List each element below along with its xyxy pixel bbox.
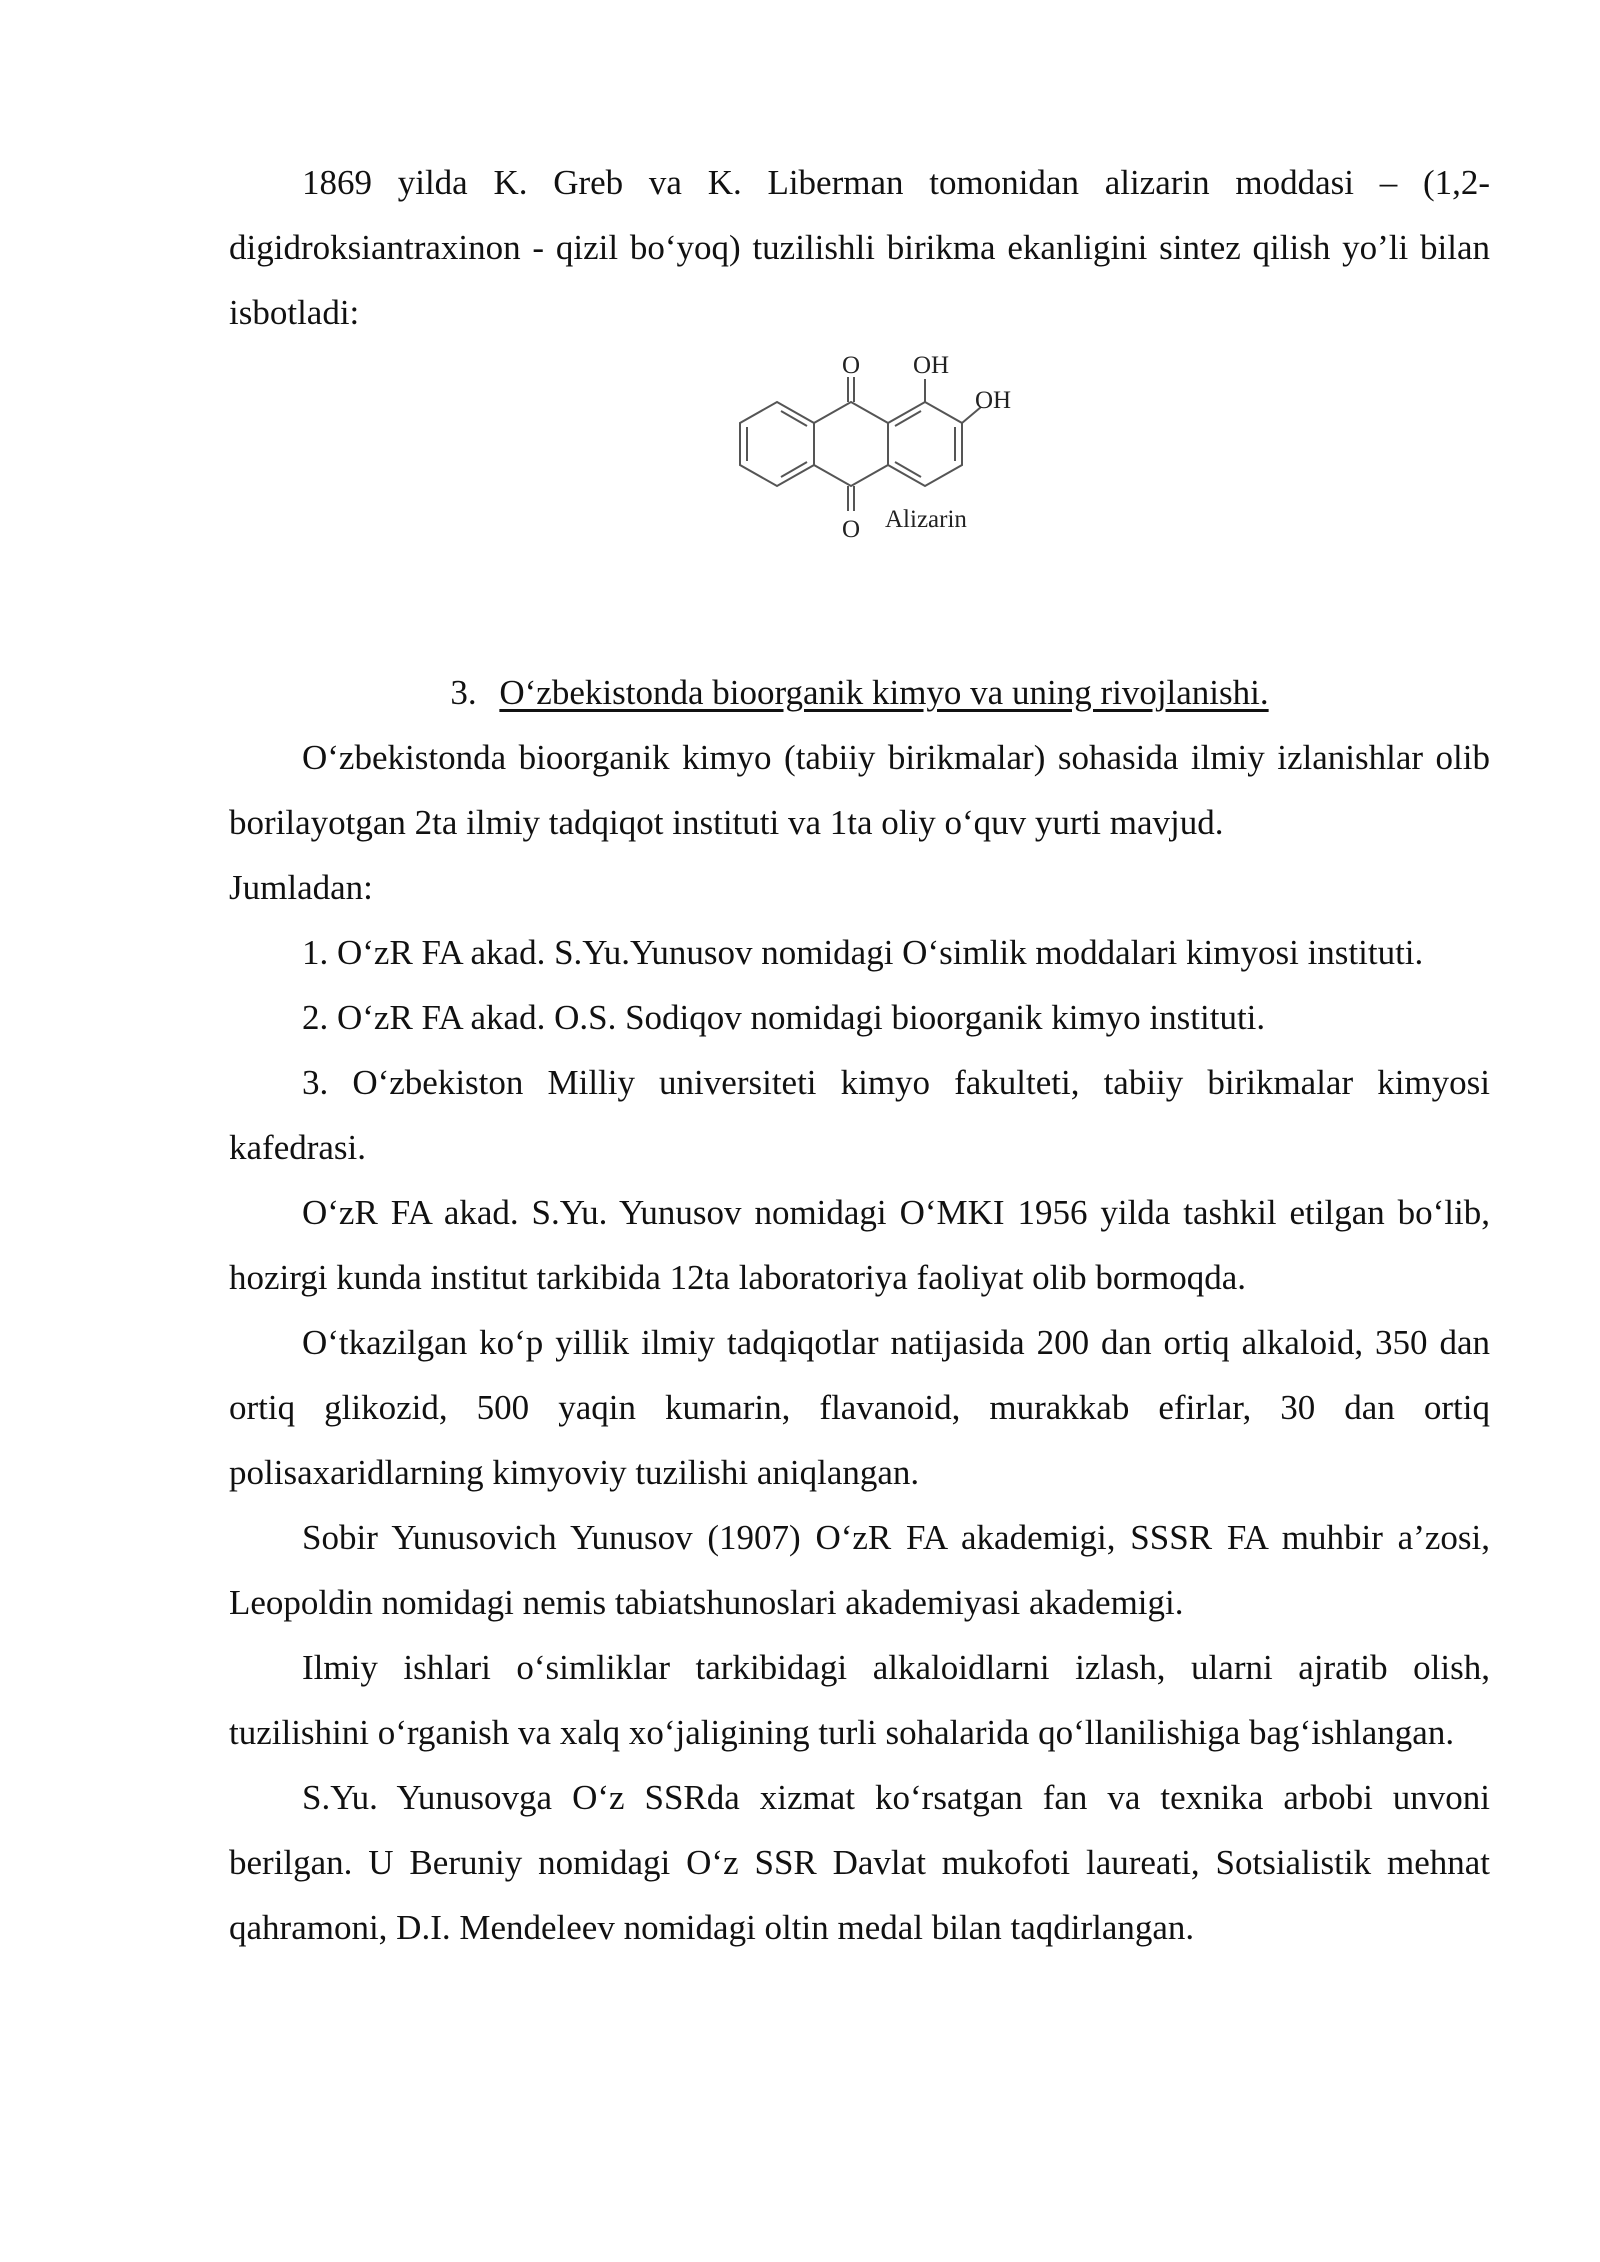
section-number: 3.	[450, 673, 477, 712]
paragraph-institutes: O‘zbekistonda bioorganik kimyo (tabiiy birikmalar) sohasida ilmiy izlanishlar olib borilayotgan 2ta ilmiy tadqiqot instituti va 1ta oliy o‘quv yurti mavjud.	[229, 738, 1490, 842]
right-ring-double-bond-3	[895, 411, 921, 426]
list-item-3: 3. O‘zbekiston Milliy universiteti kimyo fakulteti, tabiiy birikmalar kimyosi kafedrasi.	[229, 1063, 1490, 1167]
alizarin-structure-figure	[229, 355, 1490, 600]
structure-caption: Alizarin	[885, 506, 967, 533]
paragraph-scientific-works: Ilmiy ishlari o‘simliklar tarkibidagi alkaloidlarni izlash, ularni ajratib olish, tuzilishini o‘rganish va xalq xo‘jaligining turli sohalarida qo‘llanilishiga bag‘ishlangan.	[229, 1648, 1490, 1752]
paragraph-jumladan: Jumladan:	[229, 868, 373, 907]
right-ring	[888, 402, 962, 486]
left-ring	[740, 402, 814, 486]
list-item-1: 1. O‘zR FA akad. S.Yu.Yunusov nomidagi O‘simlik moddalari kimyosi instituti.	[302, 933, 1424, 972]
list-item-2: 2. O‘zR FA akad. O.S. Sodiqov nomidagi bioorganik kimyo instituti.	[302, 998, 1266, 1037]
section-heading	[229, 660, 1490, 725]
label-o-bottom: O	[842, 516, 861, 543]
left-ring-double-bond-2	[781, 411, 807, 426]
central-ring	[814, 402, 888, 486]
label-oh-2: OH	[975, 387, 1012, 414]
document-page	[229, 150, 1490, 1960]
label-o-top: O	[842, 355, 861, 379]
intro-paragraph: 1869 yilda K. Greb va K. Liberman tomonidan alizarin moddasi – (1,2-digidroksiantraxinon - qizil bo‘yoq) tuzilishli birikma ekanligini sintez qilish yo’li bilan isbotladi:	[229, 163, 1490, 332]
paragraph-awards: S.Yu. Yunusovga O‘z SSRda xizmat ko‘rsatgan fan va texnika arbobi unvoni berilgan. U Beruniy nomidagi O‘z SSR Davlat mukofoti laureati, Sotsialistik mehnat qahramoni, D.I. Mendeleev nomidagi oltin medal bilan taqdirlangan.	[229, 1778, 1490, 1947]
paragraph-yunusov-bio: Sobir Yunusovich Yunusov (1907) O‘zR FA akademigi, SSSR FA muhbir a’zosi, Leopoldin nomidagi nemis tabiatshunoslari akademiyasi akademigi.	[229, 1518, 1490, 1622]
left-ring-double-bond-3	[781, 462, 807, 477]
label-oh-1: OH	[913, 355, 950, 379]
section-title: O‘zbekistonda bioorganik kimyo va uning rivojlanishi.	[499, 673, 1269, 712]
paragraph-omki: O‘zR FA akad. S.Yu. Yunusov nomidagi O‘MKI 1956 yilda tashkil etilgan bo‘lib, hozirgi kunda institut tarkibida 12ta laboratoriya faoliyat olib bormoqda.	[229, 1193, 1490, 1297]
paragraph-research-results: O‘tkazilgan ko‘p yillik ilmiy tadqiqotlar natijasida 200 dan ortiq alkaloid, 350 dan ortiq glikozid, 500 yaqin kumarin, flavanoid, murakkab efirlar, 30 dan ortiq polisaxaridlarning kimyoviy tuzilishi aniqlangan.	[229, 1323, 1490, 1492]
alizarin-structure-diagram	[729, 355, 1029, 585]
right-ring-double-bond-2	[895, 462, 921, 477]
